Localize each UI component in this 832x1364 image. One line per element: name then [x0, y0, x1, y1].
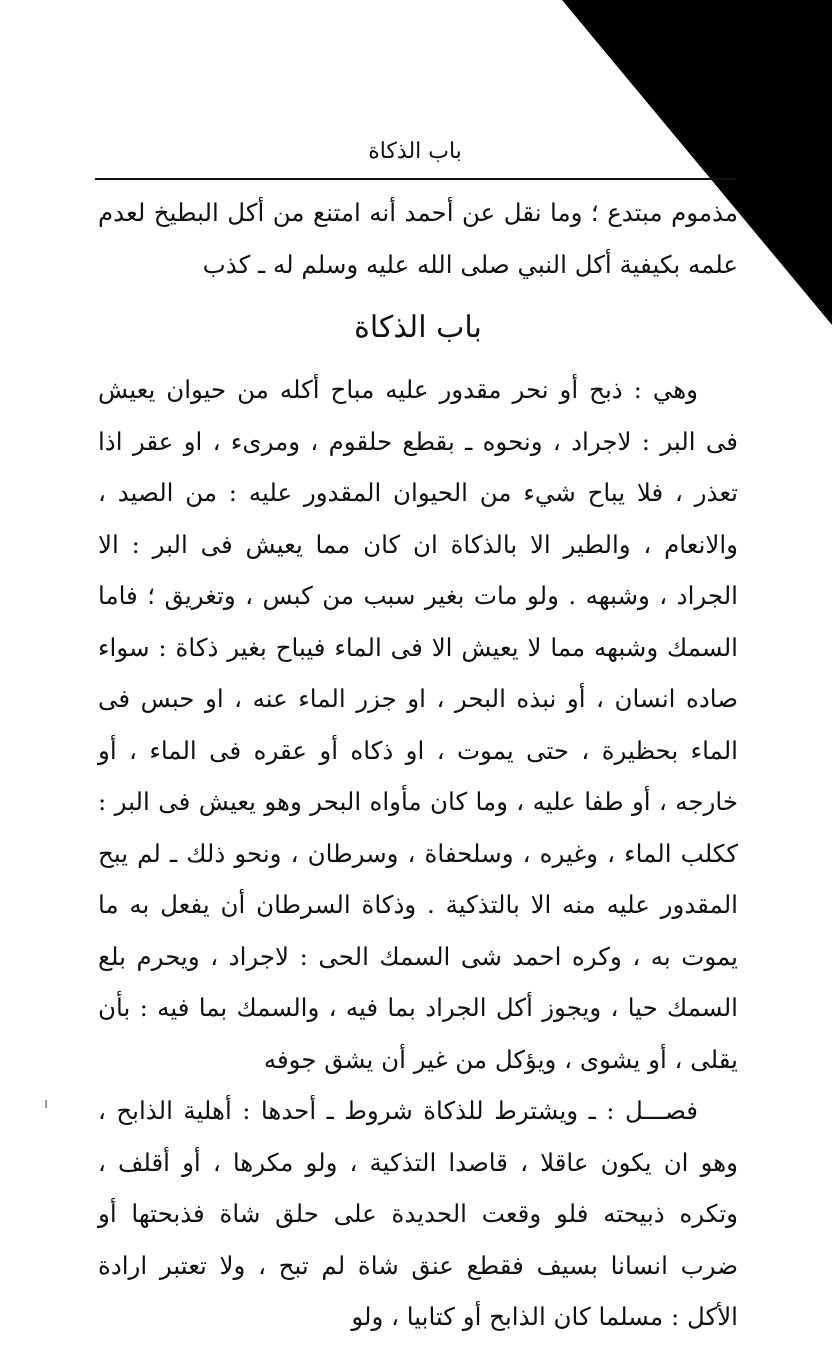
header-rule: [95, 178, 735, 180]
body-text: [98, 187, 738, 1343]
definition-paragraph: وهي : ذبح أو نحر مقدور عليه مباح أكله من حيوان يعيش فى البر : لاجراد ، ونحوه ـ بقطع حلقوم ، ومرىء ، او عقر اذا تعذر ، فلا يباح شيء من الحيوان المقدور عليه : من الصيد ، والانعام ، والطير الا بالذكاة ان كان مما يعيش فى البر : الا الجراد ، وشبهه . ولو مات بغير سبب من كبس ، وتغريق ؛ فاما السمك وشبهه مما لا يعيش الا فى الماء فيباح بغير ذكاة : سواء صاده انسان ، أو نبذه البحر ، او جزر الماء عنه ، او حبس فى الماء بحظيرة ، حتى يموت ، او ذكاه أو عقره فى الماء ، أو خارجه ، أو طفا عليه ، وما كان مأواه البحر وهو يعيش فى البر : ككلب الماء ، وغيره ، وسلحفاة ، وسرطان ، ونحو ذلك ـ لم يبح المقدور عليه منه الا بالتذكية . وذكاة السرطان أن يفعل به ما يموت به ، وكره احمد شى السمك الحى : لاجراد ، ويحرم بلع السمك حيا ، ويجوز أكل الجراد بما فيه ، والسمك بما فيه : بأن يقلى ، أو يشوى ، ويؤكل من غير أن يشق جوفه: [98, 375, 738, 1074]
margin-mark: [45, 1100, 47, 1108]
continuation-paragraph: مذموم مبتدع ؛ وما نقل عن أحمد أنه امتنع من أكل البطيخ لعدم علمه بكيفية أكل النبي صلى الله عليه وسلم له ـ كذب: [98, 198, 738, 279]
running-header: باب الذكاة: [368, 139, 462, 164]
section-title: باب الذكاة: [354, 310, 482, 345]
fasl-paragraph: فصـــل : ـ ويشترط للذكاة شروط ـ أحدها : أهلية الذابح ، وهو ان يكون عاقلا ، قاصدا التذكية ، ولو مكرها ، أو أقلف ، وتكره ذبيحته فلو وقعت الحديدة على حلق شاة فذبحتها أو ضرب انسانا بسيف فقطع عنق شاة لم تبح ، ولا تعتبر ارادة الأكل : مسلما كان الذابح أو كتابيا ، ولو: [98, 1096, 738, 1331]
